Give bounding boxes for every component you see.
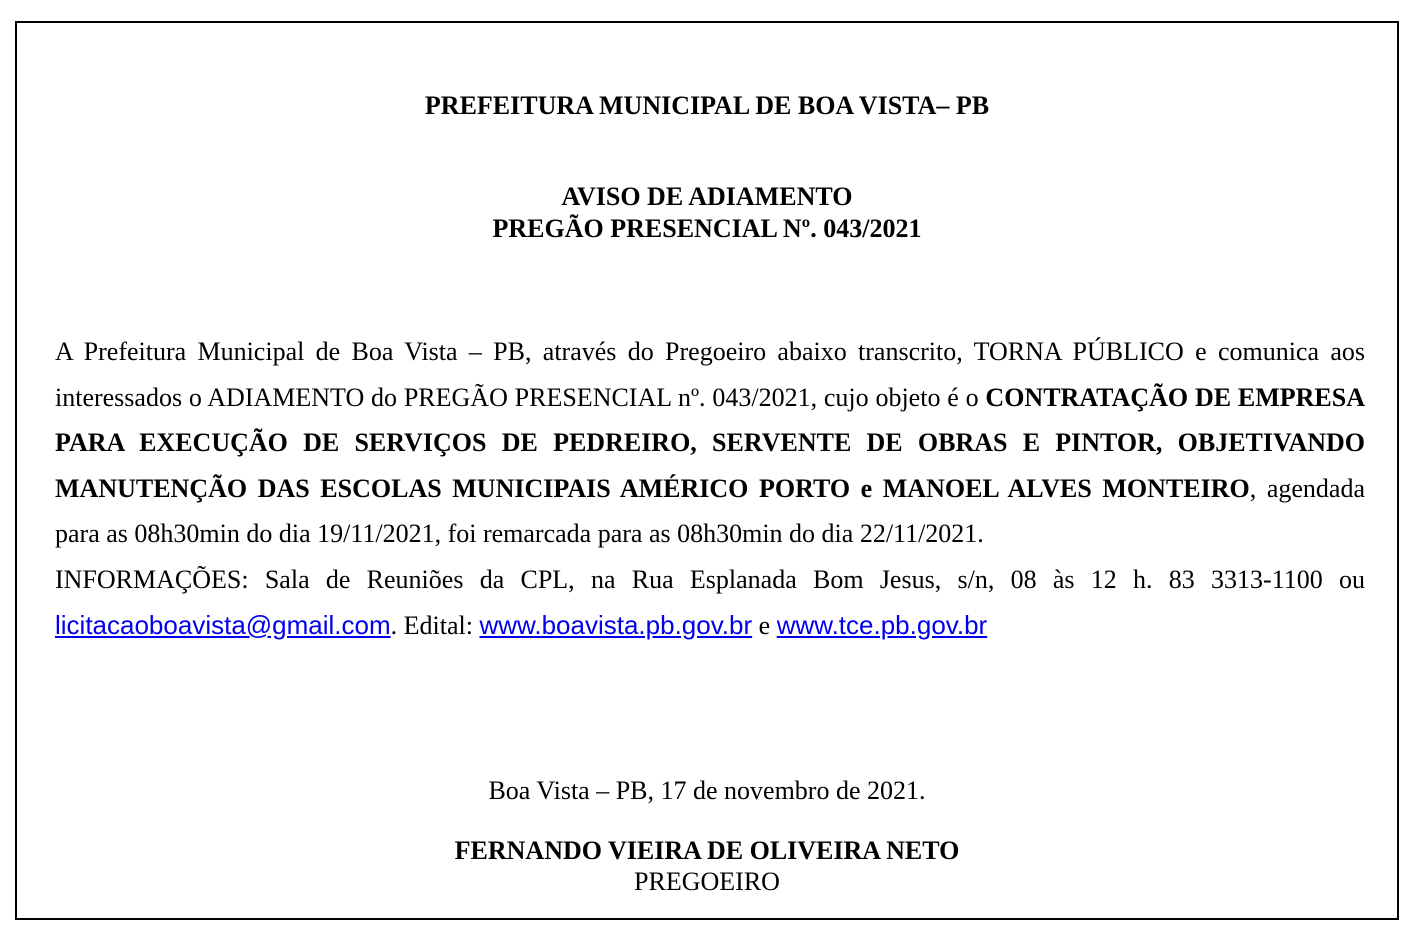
notice-frame xyxy=(15,21,1399,920)
notice-paragraph xyxy=(55,329,1365,557)
intro-text: A Prefeitura Municipal de Boa Vista – PB, através do Pregoeiro abaixo transcrito, TORNA PÚBLICO e comunica aos interessados o ADIAMENTO do PREGÃO PRESENCIAL nº. 043/2021, cujo objeto é o xyxy=(55,337,1365,412)
notice-body xyxy=(55,329,1365,648)
info-paragraph xyxy=(55,557,1365,648)
reschedule-text: , agendada para as 08h30min do dia 19/11/2021, foi remarcada para as 08h30min do dia 22/11/2021. xyxy=(55,473,1365,549)
email-link[interactable]: licitacaoboavista@gmail.com xyxy=(55,609,391,640)
tce-site-link[interactable]: www.tce.pb.gov.br xyxy=(776,609,988,640)
boavista-site-link[interactable]: www.boavista.pb.gov.br xyxy=(479,609,753,640)
info-text: INFORMAÇÕES: Sala de Reuniões da CPL, na Rua Esplanada Bom Jesus, s/n, 08 às 12 h. 83 3313-1100 ou xyxy=(55,564,1365,594)
signature-block xyxy=(17,835,1397,897)
municipality-title: PREFEITURA MUNICIPAL DE BOA VISTA– PB xyxy=(424,91,990,120)
notice-heading xyxy=(17,181,1397,245)
edital-label: . Edital: xyxy=(390,610,480,640)
object-description: CONTRATAÇÃO DE EMPRESA PARA EXECUÇÃO DE SERVIÇOS DE PEDREIRO, SERVENTE DE OBRAS E PINTOR, OBJETIVANDO MANUTENÇÃO DAS ESCOLAS MUNICIPAIS AMÉRICO PORTO e MANOEL ALVES MONTEIRO xyxy=(55,382,1365,503)
and-connector: e xyxy=(752,610,777,640)
notice-type: AVISO DE ADIAMENTO xyxy=(561,182,853,211)
signer-role: PREGOEIRO xyxy=(634,867,780,896)
signer-name: FERNANDO VIEIRA DE OLIVEIRA NETO xyxy=(454,836,960,865)
place-date: Boa Vista – PB, 17 de novembro de 2021. xyxy=(488,776,926,805)
notice-number: PREGÃO PRESENCIAL Nº. 043/2021 xyxy=(492,214,922,243)
